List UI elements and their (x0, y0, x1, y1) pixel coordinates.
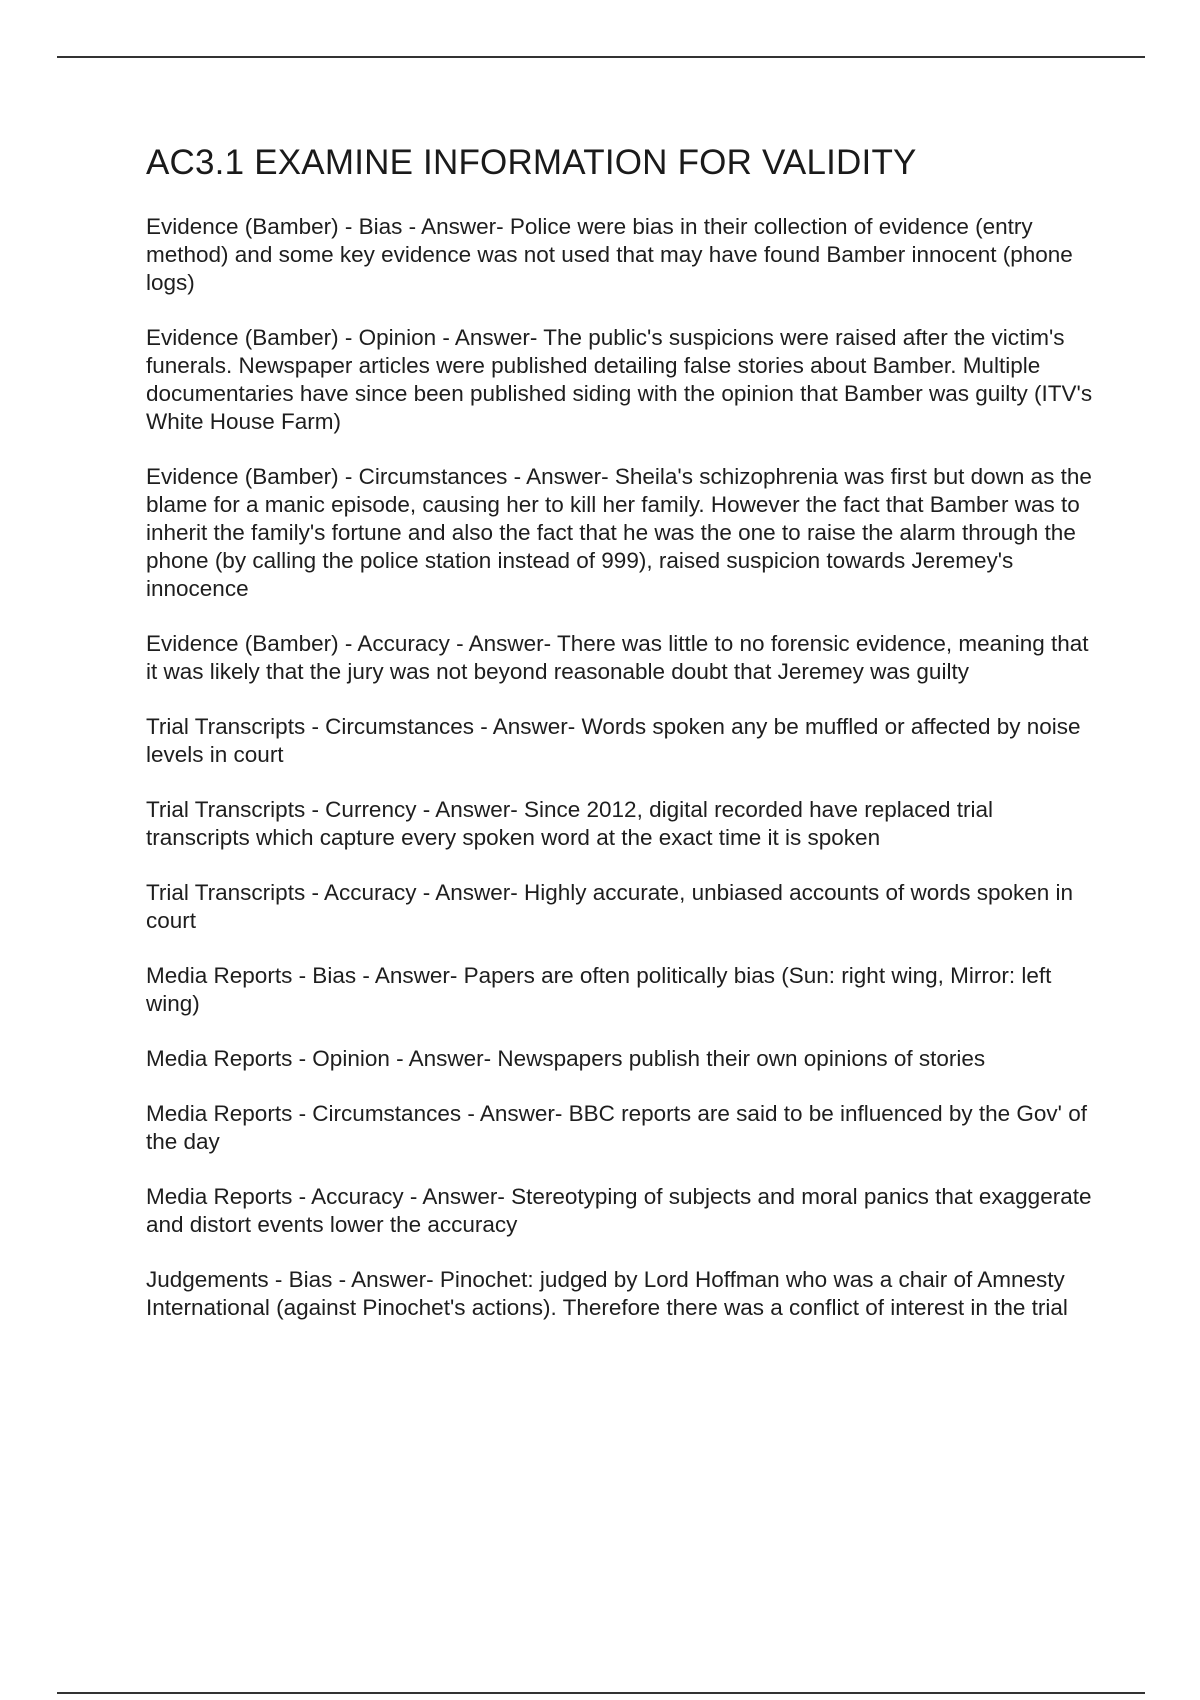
entry-trial-transcripts-accuracy: Trial Transcripts - Accuracy - Answer- Highly accurate, unbiased accounts of words spoken in court (146, 880, 1074, 933)
entry-trial-transcripts-circumstances: Trial Transcripts - Circumstances - Answer- Words spoken any be muffled or affected by noise levels in court (146, 714, 1081, 767)
entry-judgements-bias: Judgements - Bias - Answer- Pinochet: judged by Lord Hoffman who was a chair of Amnesty International (against Pinochet's actions). Therefore there was a conflict of interest in the trial (146, 1267, 1068, 1320)
entry-trial-transcripts-currency: Trial Transcripts - Currency - Answer- Since 2012, digital recorded have replaced trial transcripts which capture every spoken word at the exact time it is spoken (146, 797, 994, 850)
entry-media-reports-accuracy: Media Reports - Accuracy - Answer- Stereotyping of subjects and moral panics that exaggerate and distort events lower the accuracy (146, 1184, 1092, 1237)
entry-media-reports-circumstances: Media Reports - Circumstances - Answer- BBC reports are said to be influenced by the Gov' of the day (146, 1101, 1087, 1154)
entry-evidence-bamber-accuracy: Evidence (Bamber) - Accuracy - Answer- There was little to no forensic evidence, meaning that it was likely that the jury was not beyond reasonable doubt that Jeremey was guilty (146, 631, 1089, 684)
top-divider (57, 56, 1145, 58)
entry-evidence-bamber-circumstances: Evidence (Bamber) - Circumstances - Answer- Sheila's schizophrenia was first but down as the blame for a manic episode, causing her to kill her family. However the fact that Bamber was to inherit the family's fortune and also the fact that he was the one to raise the alarm through the phone (by calling the police station instead of 999), raised suspicion towards Jeremey's innocence (146, 464, 1092, 601)
page-title: AC3.1 EXAMINE INFORMATION FOR VALIDITY (146, 143, 917, 182)
document-body (146, 140, 1096, 1349)
entry-list (146, 213, 1096, 1322)
bottom-divider (57, 1692, 1145, 1694)
entry-media-reports-bias: Media Reports - Bias - Answer- Papers are often politically bias (Sun: right wing, Mirror: left wing) (146, 963, 1052, 1016)
entry-evidence-bamber-bias: Evidence (Bamber) - Bias - Answer- Police were bias in their collection of evidence (entry method) and some key evidence was not used that may have found Bamber innocent (phone logs) (146, 214, 1073, 295)
entry-media-reports-opinion: Media Reports - Opinion - Answer- Newspapers publish their own opinions of stories (146, 1046, 986, 1071)
entry-evidence-bamber-opinion: Evidence (Bamber) - Opinion - Answer- The public's suspicions were raised after the victim's funerals. Newspaper articles were published detailing false stories about Bamber. Multiple documentaries have since been published siding with the opinion that Bamber was guilty (ITV's White House Farm) (146, 325, 1093, 434)
